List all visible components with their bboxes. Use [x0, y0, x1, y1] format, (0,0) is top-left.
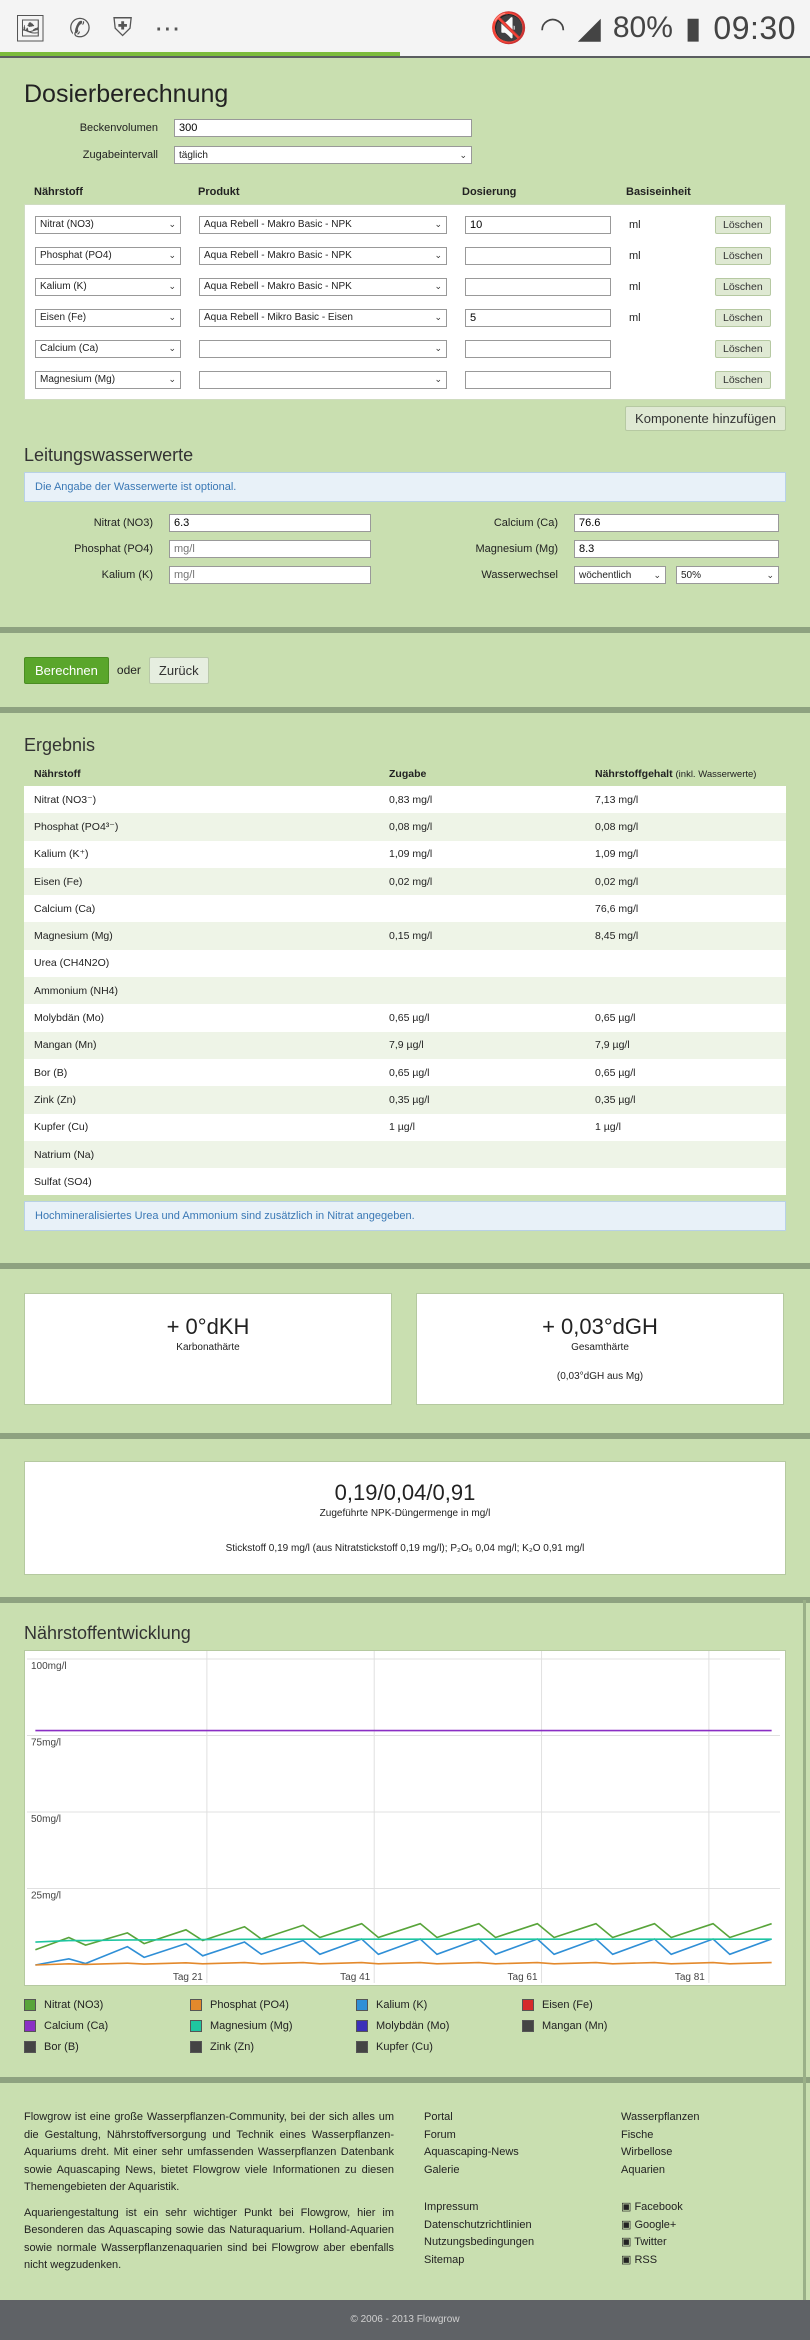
footer-link[interactable]: Galerie: [424, 2163, 460, 2176]
result-dose: 0,15 mg/l: [379, 922, 585, 949]
potassium-label: Kalium (K): [101, 569, 153, 581]
result-dose: [379, 950, 585, 977]
chevron-down-icon: ⌄: [459, 149, 467, 160]
result-dose: 0,83 mg/l: [379, 786, 585, 813]
result-dose: 1,09 mg/l: [379, 841, 585, 868]
delete-button[interactable]: Löschen: [715, 278, 771, 296]
result-content: 0,65 µg/l: [585, 1004, 786, 1031]
result-nutrient: Molybdän (Mo): [24, 1004, 379, 1031]
result-content: 0,08 mg/l: [585, 813, 786, 840]
legend-item[interactable]: Magnesium (Mg): [190, 2015, 356, 2036]
page-load-progress: [0, 52, 400, 56]
back-button[interactable]: Zurück: [149, 657, 209, 684]
product-select[interactable]: [199, 340, 447, 358]
potassium-input[interactable]: [169, 566, 371, 584]
footer-link[interactable]: Aquascaping-News: [424, 2146, 519, 2158]
kh-card: [24, 1293, 392, 1405]
water-title: Leitungswasserwerte: [24, 445, 194, 465]
footer-link[interactable]: Forum: [424, 2128, 456, 2141]
result-dose: 0,35 µg/l: [379, 1086, 585, 1113]
product-select[interactable]: Aqua Rebell - Makro Basic - NPK ⌄: [199, 216, 447, 234]
result-row: [24, 1032, 786, 1059]
legend-item[interactable]: Phosphat (PO4): [190, 1994, 356, 2015]
result-content: 0,65 µg/l: [585, 1059, 786, 1086]
result-dose: 0,08 mg/l: [379, 813, 585, 840]
dosing-panel: [0, 58, 810, 630]
result-table: [24, 762, 786, 1195]
legend-item[interactable]: Kalium (K): [356, 1994, 522, 2015]
hardness-panel: [0, 1266, 810, 1436]
chevron-down-icon: ⌄: [168, 281, 176, 291]
result-row: [24, 1114, 786, 1141]
magnesium-input[interactable]: [574, 540, 779, 558]
legend-item[interactable]: Eisen (Fe): [522, 1994, 688, 2015]
gh-card: [416, 1293, 784, 1405]
legend-swatch: [24, 2020, 36, 2032]
legend-swatch: [24, 2041, 36, 2053]
magnesium-label: Magnesium (Mg): [475, 543, 558, 555]
page-title: Dosierberechnung: [24, 80, 229, 108]
legend-swatch: [522, 1999, 534, 2011]
series-line-magnesium: [35, 1939, 771, 1942]
volume-input[interactable]: [174, 119, 472, 137]
legend-swatch: [190, 1999, 202, 2011]
wifi-icon: ◠: [539, 11, 566, 45]
volume-label: Beckenvolumen: [79, 122, 158, 134]
result-content: [585, 977, 786, 1004]
chart-title: Nährstoffentwicklung: [24, 1623, 191, 1643]
more-icon: ⋯: [154, 12, 181, 43]
dose-input[interactable]: [465, 340, 611, 358]
nutrient-select[interactable]: Phosphat (PO4) ⌄: [35, 247, 181, 265]
delete-button[interactable]: Löschen: [715, 216, 771, 234]
chevron-down-icon: ⌄: [434, 281, 442, 291]
result-row: [24, 786, 786, 813]
unit-label: ml: [629, 218, 641, 231]
result-content: 7,13 mg/l: [585, 786, 786, 813]
result-dose: [379, 1168, 585, 1195]
gallery-icon: 🖼: [14, 12, 48, 43]
component-row: [35, 364, 775, 395]
legend-item[interactable]: Bor (B): [24, 2036, 190, 2057]
chevron-down-icon: ⌄: [168, 312, 176, 322]
result-row: [24, 813, 786, 840]
legend-item[interactable]: Nitrat (NO3): [24, 1994, 190, 2015]
nutrient-select[interactable]: Magnesium (Mg) ⌄: [35, 371, 181, 389]
result-dose: [379, 1141, 585, 1168]
facebook-icon: ▣: [621, 2201, 635, 2213]
result-nutrient: Bor (B): [24, 1059, 379, 1086]
result-nutrient: Magnesium (Mg): [24, 922, 379, 949]
result-nutrient: Urea (CH4N2O): [24, 950, 379, 977]
result-content: [585, 1141, 786, 1168]
result-nutrient: Eisen (Fe): [24, 868, 379, 895]
delete-button[interactable]: Löschen: [715, 247, 771, 265]
result-content: 7,9 µg/l: [585, 1032, 786, 1059]
component-row: [35, 209, 775, 240]
calcium-input[interactable]: [574, 514, 779, 532]
x-tick-label: Tag 81: [674, 1972, 705, 1983]
dose-input[interactable]: [465, 216, 611, 234]
signal-icon: ◢: [577, 11, 601, 45]
twitter-link[interactable]: ▣ Twitter: [621, 2236, 667, 2248]
component-header: Nährstoff Produkt Dosierung Basiseinheit: [34, 186, 691, 198]
result-row: [24, 977, 786, 1004]
y-tick-label: 25mg/l: [31, 1890, 62, 1902]
footer-link[interactable]: Datenschutzrichtlinien: [424, 2218, 532, 2231]
x-tick-label: Tag 21: [172, 1972, 203, 1983]
result-nutrient: Zink (Zn): [24, 1086, 379, 1113]
product-select[interactable]: Aqua Rebell - Makro Basic - NPK ⌄: [199, 278, 447, 296]
result-content: 0,02 mg/l: [585, 868, 786, 895]
result-nutrient: Nitrat (NO3⁻): [24, 786, 379, 813]
kh-value: + 0°dKH: [166, 1314, 250, 1339]
delete-button[interactable]: Löschen: [715, 340, 771, 358]
footer-link[interactable]: Aquarien: [621, 2163, 666, 2176]
result-nutrient: Kupfer (Cu): [24, 1114, 379, 1141]
nutrient-select[interactable]: Eisen (Fe) ⌄: [35, 309, 181, 327]
chevron-down-icon: ⌄: [434, 374, 442, 384]
result-content: [585, 950, 786, 977]
chart-panel: [0, 1600, 810, 2080]
result-row: [24, 1086, 786, 1113]
result-nutrient: Sulfat (SO4): [24, 1168, 379, 1195]
googleplus-link[interactable]: ▣ Google+: [621, 2218, 677, 2231]
y-tick-label: 50mg/l: [31, 1814, 62, 1825]
rss-link[interactable]: ▣ RSS: [621, 2253, 658, 2266]
delete-button[interactable]: Löschen: [715, 309, 771, 327]
legend-swatch: [522, 2020, 534, 2032]
gh-value: + 0,03°dGH: [542, 1314, 658, 1339]
result-note: Hochmineralisiertes Urea und Ammonium sind zusätzlich in Nitrat angegeben.: [24, 1201, 786, 1231]
chevron-down-icon: ⌄: [168, 374, 176, 384]
npk-detail: Stickstoff 0,19 mg/l (aus Nitratstickstoff 0,19 mg/l); P₂O₅ 0,04 mg/l; K₂O 0,91 mg/l: [225, 1543, 585, 1554]
y-tick-label: 75mg/l: [31, 1737, 62, 1749]
footer-link[interactable]: Nutzungsbedingungen: [424, 2236, 535, 2248]
nutrient-select[interactable]: Kalium (K) ⌄: [35, 278, 181, 296]
twitter-icon: ▣: [621, 2236, 635, 2248]
gh-label: Gesamthärte: [571, 1342, 629, 1353]
component-row: [35, 302, 775, 333]
product-select[interactable]: Aqua Rebell - Mikro Basic - Eisen ⌄: [199, 309, 447, 327]
component-row: [35, 271, 775, 302]
kh-label: Karbonathärte: [176, 1342, 240, 1353]
legend-item[interactable]: Calcium (Ca): [24, 2015, 190, 2036]
footer-link[interactable]: Impressum: [424, 2201, 479, 2213]
result-dose: 0,02 mg/l: [379, 868, 585, 895]
googleplus-icon: ▣: [621, 2218, 635, 2231]
nutrient-select[interactable]: Calcium (Ca) ⌄: [35, 340, 181, 358]
npk-value: 0,19/0,04/0,91: [334, 1480, 476, 1505]
legend-swatch: [356, 1999, 368, 2011]
delete-button[interactable]: Löschen: [715, 371, 771, 389]
result-dose: 0,65 µg/l: [379, 1004, 585, 1031]
shield-icon: ⛨: [112, 12, 133, 42]
result-dose: [379, 895, 585, 922]
result-content: 8,45 mg/l: [585, 922, 786, 949]
chevron-down-icon: ⌄: [434, 312, 442, 322]
water-change-label: Wasserwechsel: [481, 569, 558, 581]
result-dose: 1 µg/l: [379, 1114, 585, 1141]
result-row: [24, 1059, 786, 1086]
result-row: [24, 1168, 786, 1195]
result-nutrient: Calcium (Ca): [24, 895, 379, 922]
chevron-down-icon: ⌄: [766, 569, 774, 580]
chevron-down-icon: ⌄: [434, 343, 442, 353]
chevron-down-icon: ⌄: [168, 219, 176, 229]
result-row: [24, 841, 786, 868]
result-nutrient: Kalium (K⁺): [24, 841, 379, 868]
gh-note: (0,03°dGH aus Mg): [556, 1371, 644, 1382]
component-row: [35, 240, 775, 271]
product-select[interactable]: [199, 371, 447, 389]
col-dose: Zugabe: [379, 762, 585, 786]
result-row: [24, 950, 786, 977]
dose-input[interactable]: [465, 247, 611, 265]
component-list: [24, 204, 786, 400]
chart-legend: [24, 1994, 786, 2057]
calculate-button[interactable]: Berechnen: [24, 657, 109, 684]
series-line-phosphat: [35, 1963, 771, 1965]
dose-input[interactable]: [465, 371, 611, 389]
result-row: [24, 922, 786, 949]
result-dose: 0,65 µg/l: [379, 1059, 585, 1086]
phosphate-label: Phosphat (PO4): [74, 543, 153, 555]
legend-swatch: [190, 2041, 202, 2053]
clock: 09:30: [713, 9, 796, 46]
battery-percent: 80%: [612, 11, 673, 44]
footer-text-2: Aquariengestaltung ist ein sehr wichtiger Punkt bei Flowgrow, hier im Besonderen das Aquascaping sowie das Naturaquarium. Holland-Aquarien sowie normale Wasserpflanzenaquarien sind bei Flowgrow aber ebenfalls nicht wegzudenken.: [24, 2206, 394, 2271]
interval-select[interactable]: täglich ⌄: [174, 146, 472, 164]
result-dose: 7,9 µg/l: [379, 1032, 585, 1059]
scrollbar[interactable]: [803, 1600, 806, 2300]
or-text: oder: [116, 663, 141, 677]
npk-label: Zugeführte NPK-Düngermenge in mg/l: [319, 1508, 491, 1519]
unit-label: ml: [629, 280, 641, 293]
result-dose: [379, 977, 585, 1004]
chevron-down-icon: ⌄: [434, 219, 442, 229]
footer-link[interactable]: Wasserpflanzen: [621, 2111, 700, 2123]
result-content: 76,6 mg/l: [585, 895, 786, 922]
legend-item[interactable]: Kupfer (Cu): [356, 2036, 522, 2057]
nitrate-label: Nitrat (NO3): [93, 517, 153, 529]
interval-label: Zugabeintervall: [82, 149, 158, 161]
result-panel: [0, 710, 810, 1266]
android-status-bar: [0, 0, 810, 56]
col-nutrient: Nährstoff: [24, 762, 379, 786]
legend-item[interactable]: Zink (Zn): [190, 2036, 356, 2057]
x-tick-label: Tag 61: [507, 1972, 538, 1983]
unit-label: ml: [629, 249, 641, 262]
nitrate-input[interactable]: [169, 514, 371, 532]
result-row: [24, 1141, 786, 1168]
component-row: [35, 333, 775, 364]
product-select[interactable]: Aqua Rebell - Makro Basic - NPK ⌄: [199, 247, 447, 265]
chart-frame: [24, 1650, 786, 1986]
chevron-down-icon: ⌄: [168, 250, 176, 260]
x-tick-label: Tag 41: [340, 1972, 371, 1983]
result-nutrient: Phosphat (PO4³⁻): [24, 813, 379, 840]
result-content: 1 µg/l: [585, 1114, 786, 1141]
result-nutrient: Ammonium (NH4): [24, 977, 379, 1004]
footer-link[interactable]: Fische: [621, 2128, 654, 2141]
footer-link[interactable]: Wirbellose: [621, 2146, 673, 2158]
footer-text-1: Flowgrow ist eine große Wasserpflanzen-Community, bei der sich alles um die Gestaltung, Nährstoffversorgung und Technik eines Wasserpflanzen-Aquariums dreht. Mit einer sehr umfassenden Wasserpflanzen Datenbank sowie Aquascaping News, bietet Flowgrow viele Informationen zu diesen Themengebieten der Aquaristik.: [24, 2111, 394, 2193]
add-component-button[interactable]: Komponente hinzufügen: [625, 406, 786, 431]
result-title: Ergebnis: [24, 735, 96, 755]
legend-item[interactable]: Molybdän (Mo): [356, 2015, 522, 2036]
chevron-down-icon: ⌄: [434, 250, 442, 260]
unit-label: ml: [629, 311, 641, 324]
y-tick-label: 100mg/l: [31, 1661, 67, 1672]
legend-item[interactable]: Mangan (Mn): [522, 2015, 688, 2036]
npk-card: [24, 1461, 786, 1575]
water-change-interval-select[interactable]: wöchentlich ⌄: [574, 566, 666, 584]
result-row: [24, 1004, 786, 1031]
copyright: © 2006 - 2013 Flowgrow: [0, 2300, 810, 2340]
chevron-down-icon: ⌄: [653, 569, 661, 580]
legend-swatch: [356, 2020, 368, 2032]
result-row: [24, 868, 786, 895]
npk-panel: [0, 1436, 810, 1600]
legend-swatch: [190, 2020, 202, 2032]
mute-icon: 🔇: [490, 11, 528, 45]
footer: [0, 2080, 810, 2300]
chevron-down-icon: ⌄: [168, 343, 176, 353]
rss-icon: ▣: [621, 2253, 635, 2266]
dose-input[interactable]: [465, 309, 611, 327]
action-panel: [0, 630, 810, 710]
footer-link[interactable]: Sitemap: [424, 2253, 465, 2266]
result-row: [24, 895, 786, 922]
result-content: 0,35 µg/l: [585, 1086, 786, 1113]
whatsapp-icon: ✆: [69, 12, 91, 43]
dose-input[interactable]: [465, 278, 611, 296]
nutrient-chart: [25, 1651, 785, 1985]
calcium-label: Calcium (Ca): [493, 517, 558, 529]
phosphate-input[interactable]: [169, 540, 371, 558]
nutrient-select[interactable]: Nitrat (NO3) ⌄: [35, 216, 181, 234]
facebook-link[interactable]: ▣ Facebook: [621, 2201, 683, 2213]
result-nutrient: Mangan (Mn): [24, 1032, 379, 1059]
legend-swatch: [24, 1999, 36, 2011]
footer-link[interactable]: Portal: [424, 2111, 453, 2123]
result-nutrient: Natrium (Na): [24, 1141, 379, 1168]
result-content: 1,09 mg/l: [585, 841, 786, 868]
water-change-percent-select[interactable]: 50% ⌄: [676, 566, 779, 584]
col-content: Nährstoffgehalt (inkl. Wasserwerte): [585, 762, 786, 786]
result-content: [585, 1168, 786, 1195]
water-info-box: Die Angabe der Wasserwerte ist optional.: [24, 472, 786, 502]
battery-icon: ▮: [684, 11, 702, 45]
legend-swatch: [356, 2041, 368, 2053]
